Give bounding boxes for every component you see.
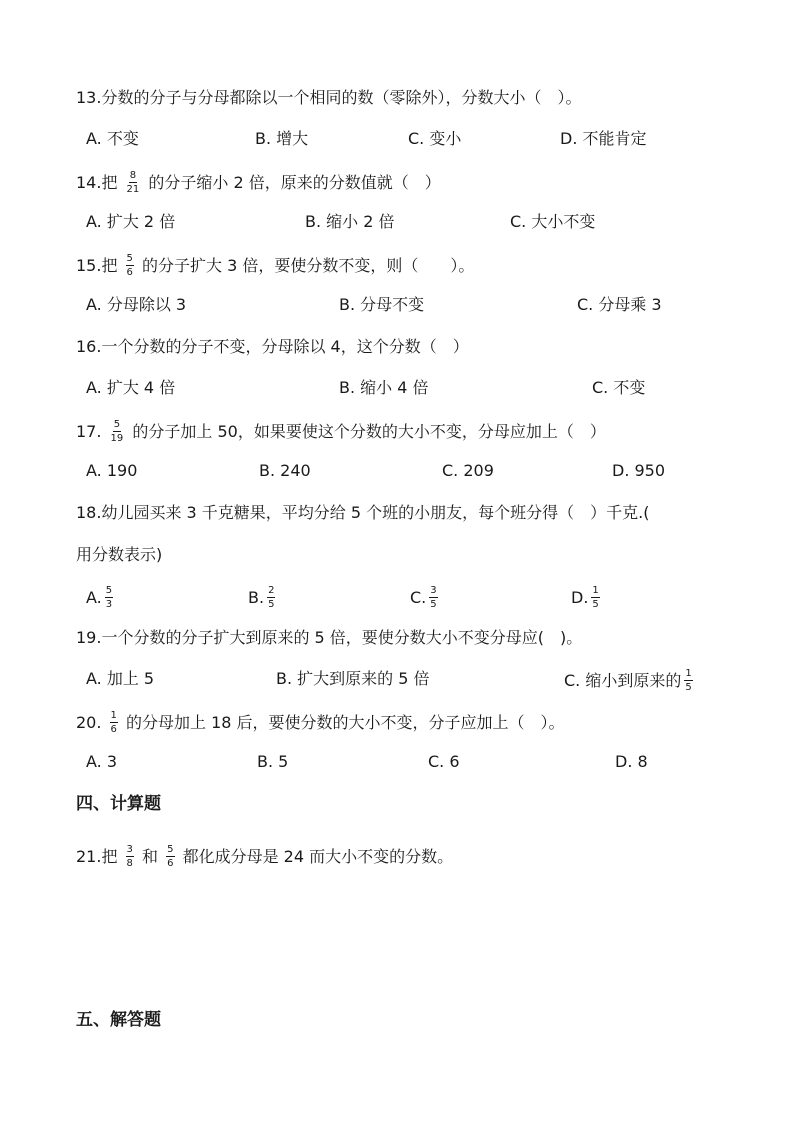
q19-option-c	[564, 669, 696, 694]
question-16-text: 16.一个分数的分子不变，分母除以 4，这个分数（ ）	[76, 337, 469, 356]
q21-frac1-num: 3	[126, 844, 133, 855]
q18-option-b-fraction	[267, 585, 275, 610]
q21-frac2-num: 5	[167, 844, 174, 855]
q18-option-c-fraction	[429, 585, 437, 610]
q18-d-den: 5	[592, 599, 599, 610]
question-13-text: 13.分数的分子与分母都除以一个相同的数（零除外），分数大小（ ）。	[76, 88, 582, 107]
q13-option-b: B. 增大	[255, 129, 309, 148]
question-19-text: 19.一个分数的分子扩大到原来的 5 倍，要使分数大小不变分母应( )。	[76, 628, 583, 647]
q18-option-d	[571, 586, 603, 611]
question-17-text	[76, 420, 606, 445]
q18-b-den: 5	[268, 599, 275, 610]
q14-option-b: B. 缩小 2 倍	[305, 212, 395, 231]
q15-option-a: A. 分母除以 3	[86, 295, 187, 314]
q15-prefix: 15.把	[76, 256, 118, 275]
q18-a-den: 3	[105, 599, 113, 610]
q18-option-b-label: B.	[248, 588, 265, 607]
q14-option-a: A. 扩大 2 倍	[86, 212, 176, 231]
question-21-text	[76, 845, 453, 870]
q15-option-b: B. 分母不变	[339, 295, 425, 314]
q13-option-c: C. 变小	[408, 129, 462, 148]
q20-option-c: C. 6	[428, 752, 460, 771]
q17-option-a: A. 190	[86, 461, 138, 480]
q14-option-c: C. 大小不变	[510, 212, 596, 231]
q21-frac1-den: 8	[126, 858, 133, 869]
q18-option-a-label: A.	[86, 588, 102, 607]
q18-a-num: 5	[105, 585, 113, 596]
q18-option-a-fraction	[105, 585, 113, 610]
q17-suffix: 的分子加上 50，如果要使这个分数的大小不变，分母应加上（ ）	[132, 422, 606, 441]
q21-fraction-2	[166, 844, 174, 869]
q17-prefix: 17.	[76, 422, 102, 441]
q20-fraction	[110, 710, 118, 735]
q19-option-c-text: C. 缩小到原来的	[564, 671, 682, 690]
question-18-line-1: 18.幼儿园买来 3 千克糖果，平均分给 5 个班的小朋友，每个班分得（ ）千克.(	[76, 503, 650, 522]
question-18-line-2: 用分数表示)	[76, 545, 163, 564]
q19-option-b: B. 扩大到原来的 5 倍	[276, 669, 430, 688]
q20-option-b: B. 5	[257, 752, 289, 771]
q15-suffix: 的分子扩大 3 倍，要使分数不变，则（ ）。	[142, 256, 475, 275]
q16-option-a: A. 扩大 4 倍	[86, 378, 176, 397]
q20-option-a: A. 3	[86, 752, 118, 771]
q18-option-b	[248, 586, 278, 611]
section-heading-calculation: 四、计算题	[76, 794, 161, 814]
q19-option-a: A. 加上 5	[86, 669, 155, 688]
q18-c-den: 5	[430, 599, 437, 610]
question-20-text	[76, 711, 565, 736]
q20-suffix: 的分母加上 18 后，要使分数的大小不变，分子应加上（ ）。	[126, 713, 565, 732]
q18-option-d-fraction	[591, 585, 599, 610]
q21-prefix: 21.把	[76, 847, 118, 866]
q18-option-c-label: C.	[410, 588, 427, 607]
q20-frac-den: 6	[110, 724, 117, 735]
q21-frac2-den: 6	[167, 858, 174, 869]
q18-d-num: 1	[592, 585, 599, 596]
q13-option-d: D. 不能肯定	[560, 129, 647, 148]
q14-frac-num: 8	[129, 170, 137, 181]
q14-suffix: 的分子缩小 2 倍，原来的分数值就（ ）	[148, 173, 441, 192]
q21-suffix: 都化成分母是 24 而大小不变的分数。	[182, 847, 454, 866]
q15-option-c: C. 分母乘 3	[577, 295, 662, 314]
q17-option-c: C. 209	[442, 461, 494, 480]
q16-option-b: B. 缩小 4 倍	[339, 378, 429, 397]
q13-option-a: A. 不变	[86, 129, 139, 148]
q20-option-d: D. 8	[615, 752, 648, 771]
q18-b-num: 2	[268, 585, 275, 596]
q21-mid: 和	[142, 847, 159, 866]
q16-option-c: C. 不变	[592, 378, 646, 397]
question-14-text	[76, 171, 441, 196]
q18-c-num: 3	[430, 585, 437, 596]
question-15-text	[76, 254, 474, 279]
q20-prefix: 20.	[76, 713, 102, 732]
q17-option-d: D. 950	[612, 461, 666, 480]
q17-fraction	[110, 419, 125, 444]
q19-option-c-fraction	[684, 668, 692, 693]
q20-frac-num: 1	[110, 710, 117, 721]
q15-frac-num: 5	[126, 253, 133, 264]
q15-frac-den: 6	[126, 267, 133, 278]
q18-option-a	[86, 586, 116, 611]
q19-c-den: 5	[685, 682, 692, 693]
q17-option-b: B. 240	[259, 461, 311, 480]
q17-frac-den: 19	[110, 433, 124, 444]
q18-option-d-label: D.	[571, 588, 589, 607]
q19-c-num: 1	[685, 668, 692, 679]
q21-fraction-1	[126, 844, 134, 869]
q14-prefix: 14.把	[76, 173, 118, 192]
q18-option-c	[410, 586, 441, 611]
q14-frac-den: 21	[126, 184, 140, 195]
section-heading-answer: 五、解答题	[76, 1010, 161, 1030]
q17-frac-num: 5	[113, 419, 121, 430]
q14-fraction	[126, 170, 141, 195]
q15-fraction	[126, 253, 134, 278]
